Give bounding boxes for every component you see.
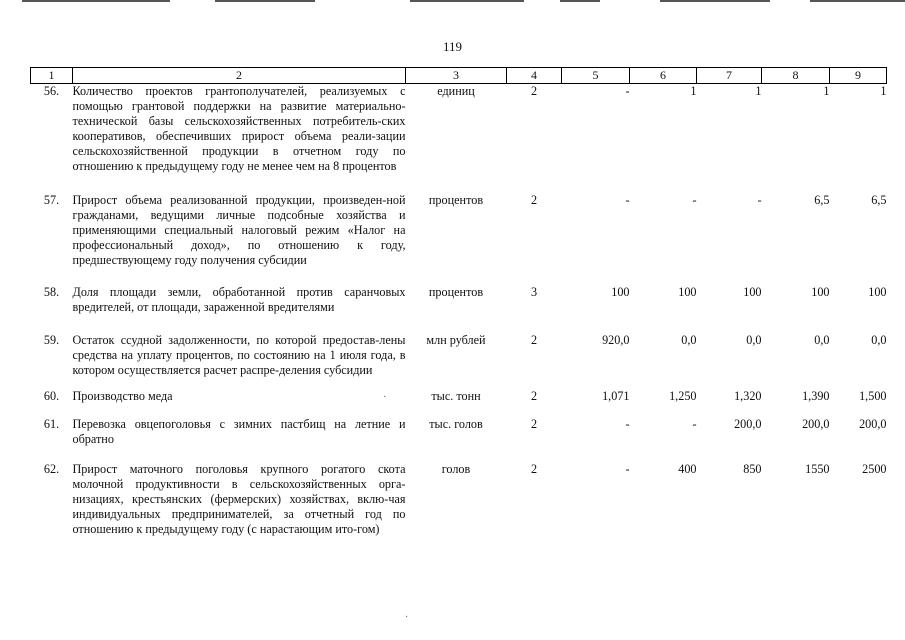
row-col-6: - xyxy=(692,417,697,431)
table-row xyxy=(31,333,887,389)
header-col-7: 7 xyxy=(697,68,762,84)
row-number: 60. xyxy=(43,389,60,403)
header-col-8: 8 xyxy=(762,68,830,84)
top-rule-4 xyxy=(560,0,600,2)
row-col-9: 1 xyxy=(880,84,887,98)
row-col-9: 1,500 xyxy=(859,389,887,403)
row-unit: голов xyxy=(441,462,471,476)
row-col-8: 0,0 xyxy=(814,333,830,347)
row-col-8: 100 xyxy=(811,285,830,299)
row-col-7: 1,320 xyxy=(734,389,762,403)
header-col-9: 9 xyxy=(830,68,887,84)
row-number: 59. xyxy=(43,333,60,347)
row-col-9: 2500 xyxy=(862,462,887,476)
row-col-5: - xyxy=(625,193,630,207)
row-col-8: 200,0 xyxy=(802,417,830,431)
row-col-9: 200,0 xyxy=(859,417,887,431)
row-number: 58. xyxy=(43,285,60,299)
header-col-5: 5 xyxy=(562,68,630,84)
table-row xyxy=(31,462,887,537)
top-rule-1 xyxy=(22,0,170,2)
row-number: 57. xyxy=(43,193,60,207)
header-row xyxy=(31,68,887,84)
row-col-4: 2 xyxy=(530,462,538,476)
row-description: Доля площади земли, обработанной против саранчовых вредителей, от площади, зараженной вредителями xyxy=(72,285,406,314)
header-col-4: 4 xyxy=(507,68,562,84)
header-col-3: 3 xyxy=(406,68,507,84)
row-col-6: 100 xyxy=(678,285,697,299)
row-col-4: 2 xyxy=(530,333,538,347)
row-unit: единиц xyxy=(437,84,475,98)
row-col-6: 400 xyxy=(678,462,697,476)
row-col-9: 0,0 xyxy=(871,333,887,347)
row-col-4: 3 xyxy=(530,285,538,299)
row-col-5: 100 xyxy=(611,285,630,299)
row-description: Перевозка овцепоголовья с зимних пастбищ на летние и обратно xyxy=(72,417,406,446)
scan-speck: · xyxy=(405,612,409,623)
row-unit: тыс. голов xyxy=(429,417,483,431)
header-col-2: 2 xyxy=(73,68,406,84)
row-col-6: 0,0 xyxy=(681,333,697,347)
row-col-5: 1,071 xyxy=(602,389,630,403)
row-number: 61. xyxy=(43,417,60,431)
page-number: 119 xyxy=(442,39,463,54)
row-col-8: 1550 xyxy=(805,462,830,476)
row-col-4: 2 xyxy=(530,417,538,431)
row-number: 56. xyxy=(43,84,60,98)
table-row xyxy=(31,193,887,285)
top-rule-5 xyxy=(660,0,770,2)
row-col-8: 6,5 xyxy=(814,193,830,207)
row-col-4: 2 xyxy=(530,193,538,207)
row-col-7: 850 xyxy=(743,462,762,476)
row-col-7: 100 xyxy=(743,285,762,299)
top-rule-2 xyxy=(215,0,315,2)
row-col-7: - xyxy=(757,193,762,207)
row-col-4: 2 xyxy=(530,84,538,98)
row-col-9: 100 xyxy=(868,285,887,299)
scan-speck: · xyxy=(383,392,387,403)
table-row xyxy=(31,84,887,194)
indicators-table xyxy=(30,67,887,537)
row-description: Производство меда xyxy=(72,389,173,403)
row-col-6: 1 xyxy=(690,84,697,98)
row-col-6: - xyxy=(692,193,697,207)
row-description: Количество проектов грантополучателей, реализуемых с помощью грантовой поддержки на развитие материально-технической базы сельскохозяйственных потребитель-ских кооперативов, обеспечивших прирост объема реали-зации сельскохозяйственной продукции в отчетном году по отношению к предыдущему году не менее чем на 8 процентов xyxy=(72,84,406,173)
row-col-7: 0,0 xyxy=(746,333,762,347)
row-description: Прирост маточного поголовья крупного рогатого скота молочной продуктивности в сельскохозяйственных орга-низациях, крестьянских (фермерских) хозяйствах, вклю-чая индивидуальных предпринимателей, за отчетный год по отношению к предыдущему году (с нарастающим ито-гом) xyxy=(72,462,406,536)
row-col-7: 200,0 xyxy=(734,417,762,431)
table-row xyxy=(31,389,887,417)
row-col-5: - xyxy=(625,462,630,476)
table-row xyxy=(31,285,887,333)
row-col-8: 1,390 xyxy=(802,389,830,403)
row-col-9: 6,5 xyxy=(871,193,887,207)
row-unit: процентов xyxy=(428,193,484,207)
top-rule-3 xyxy=(410,0,524,2)
table-row xyxy=(31,417,887,462)
row-unit: процентов xyxy=(428,285,484,299)
header-col-1: 1 xyxy=(31,68,73,84)
row-col-4: 2 xyxy=(530,389,538,403)
row-col-7: 1 xyxy=(755,84,762,98)
row-description: Остаток ссудной задолженности, по которой предостав-лены средства на уплату процентов, по состоянию на 1 июля года, в котором осуществляется расчет распре-деления субсидии xyxy=(72,333,406,377)
row-col-5: - xyxy=(625,417,630,431)
row-col-5: 920,0 xyxy=(602,333,630,347)
table-body xyxy=(31,84,887,538)
row-description: Прирост объема реализованной продукции, произведен-ной гражданами, ведущими личные подсобные хозяйства и применяющими специальный налоговый режим «Налог на профессиональный доход», по отношению к году, предшествующему году получения субсидии xyxy=(72,193,406,267)
header-col-6: 6 xyxy=(630,68,697,84)
row-col-8: 1 xyxy=(823,84,830,98)
top-rule-6 xyxy=(810,0,905,2)
row-unit: млн рублей xyxy=(426,333,486,347)
row-number: 62. xyxy=(43,462,60,476)
row-unit: тыс. тонн xyxy=(431,389,481,403)
row-col-5: - xyxy=(625,84,630,98)
row-col-6: 1,250 xyxy=(669,389,697,403)
